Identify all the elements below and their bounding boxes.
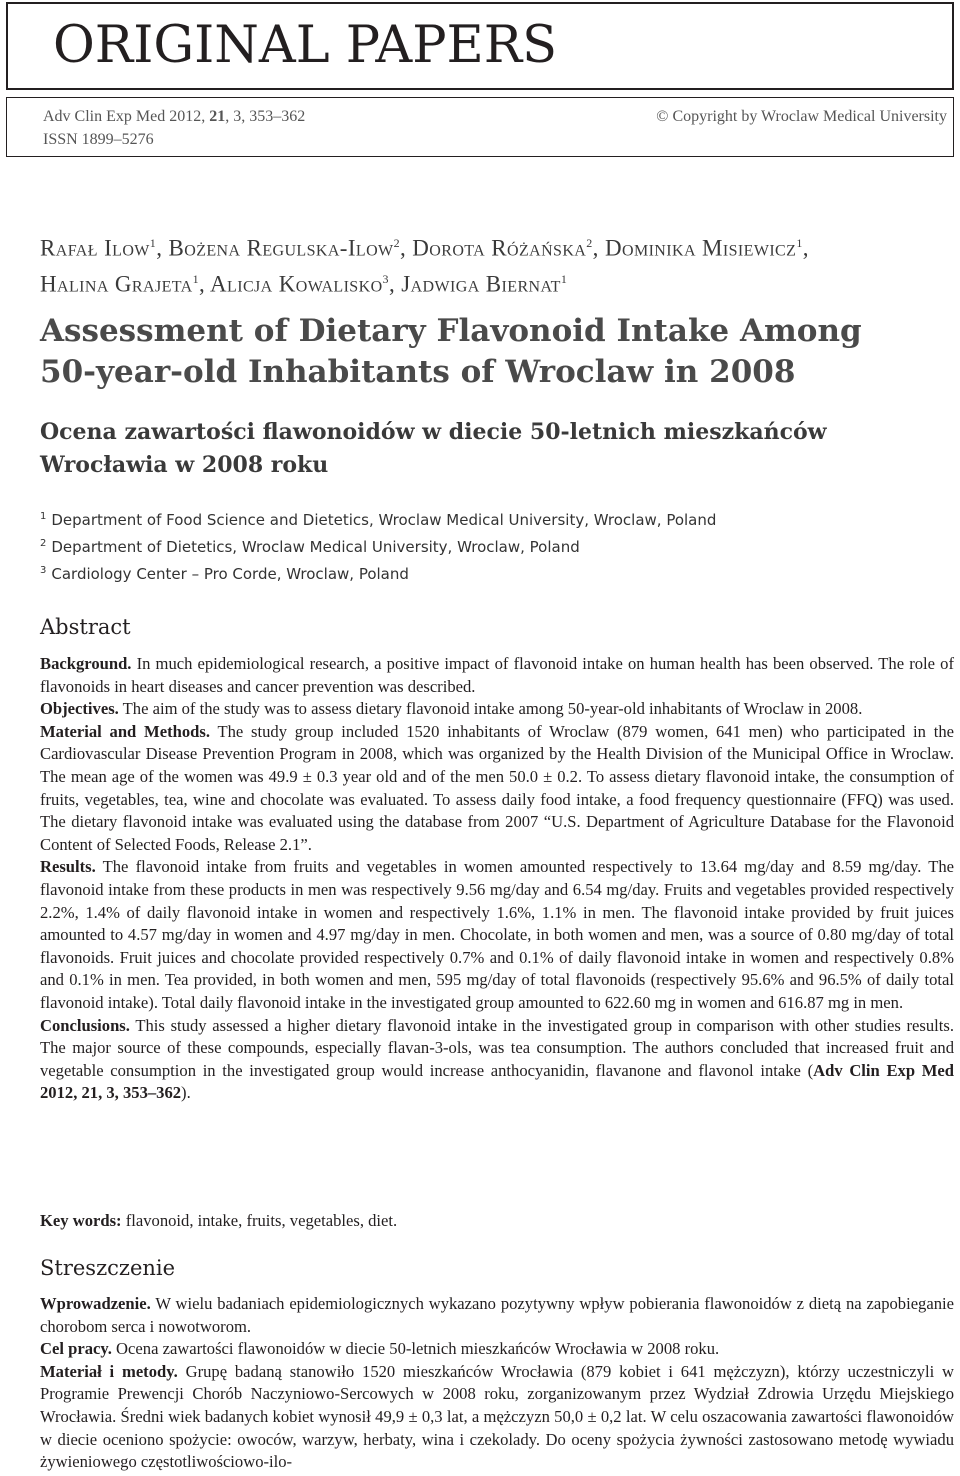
author-affiliation-mark: 1 (560, 271, 568, 286)
abstract-results (40, 856, 954, 1014)
abstract-objectives (40, 698, 954, 721)
author: Dorota Różańska (412, 235, 587, 261)
conclusions-label: Conclusions. (40, 1015, 130, 1035)
author-affiliation-mark: 2 (586, 236, 593, 250)
affiliation-text: Department of Dietetics, Wroclaw Medical University, Wroclaw, Poland (51, 538, 580, 556)
background-text: In much epidemiological research, a positive impact of flavonoid intake on human health has been observed. The role of flavonoids in heart diseases and cancer prevention was described. (40, 654, 954, 696)
affiliation-number: 1 (40, 511, 47, 522)
issn: ISSN 1899–5276 (43, 131, 154, 148)
abstract-background (40, 653, 954, 698)
methods-label: Material and Methods. (40, 721, 210, 741)
material-label: Materiał i metody. (40, 1361, 178, 1381)
streszczenie-wprowadzenie (40, 1293, 954, 1338)
author: Halina Grajeta (40, 271, 193, 297)
copyright: © Copyright by Wroclaw Medical University (656, 108, 947, 125)
affiliation-item (40, 505, 940, 532)
conclusions-citation: Adv Clin Exp Med 2012, 21, 3, 353–362 (40, 1060, 954, 1103)
title-pl-line-1: Ocena zawartości flawonoidów w diecie 50-letnich mieszkańców (40, 419, 827, 445)
keywords-label: Key words: (40, 1211, 122, 1230)
keywords-text: flavonoid, intake, fruits, vegetables, diet. (121, 1211, 398, 1230)
material-text: Grupę badaną stanowiło 1520 mieszkańców Wrocławia (879 kobiet i 641 mężczyzn), którzy uczestniczyli w Programie Prewencji Chorób Naczyniowo-Sercowych w 2008 roku, zorganizowanym przez Wydział Zdrowia Urzędu Miejskiego Wrocławia. Średni wiek badanych kobiet wynosił 49,9 ± 0,3 lat, a mężczyzn 50,0 ± 0,2 lat. W celu oszacowania zawartości flawonoidów w diecie oceniono spożycie: owoców, warzyw, herbaty, wina i czekolady. Do oceny spożycia żywności zastosowano metodę wywiadu żywieniowego częstotliwościowo-ilo- (40, 1361, 954, 1472)
background-label: Background. (40, 654, 132, 673)
citation-line (43, 106, 305, 128)
wprowadzenie-label: Wprowadzenie. (40, 1294, 151, 1313)
affiliations (40, 505, 940, 586)
author: Bożena Regulska-Ilow (168, 235, 394, 261)
author: Alicja Kowalisko (210, 271, 383, 297)
article-title-polish (40, 416, 940, 482)
title-en-line-1: Assessment of Dietary Flavonoid Intake Among (40, 313, 862, 349)
affiliation-item (40, 532, 940, 559)
author-affiliation-mark: 1 (796, 236, 803, 250)
affiliation-text: Department of Food Science and Dietetics, Wroclaw Medical University, Wroclaw, Poland (51, 511, 717, 529)
citation-volume: 21 (209, 108, 226, 125)
affiliation-text: Cardiology Center – Pro Corde, Wroclaw, Poland (51, 565, 409, 583)
streszczenie-cel (40, 1338, 954, 1361)
affiliation-number: 2 (40, 538, 47, 549)
objectives-label: Objectives. (40, 699, 119, 719)
abstract-heading: Abstract (40, 615, 131, 639)
streszczenie-heading: Streszczenie (40, 1256, 176, 1280)
citation-suffix: , 3, 353–362 (225, 108, 306, 125)
citation-prefix: Adv Clin Exp Med 2012, (43, 108, 210, 125)
streszczenie-body (40, 1293, 954, 1474)
affiliation-number: 3 (40, 565, 47, 576)
author-list: Rafał Ilow$^1$, Bożena Regulska-Ilow$^2$, Dorota Różańska$^2$, Dominika Misiewicz$^1$, Halina Grajeta$^1$, Alicja Kowalisko$^3$, Jadwiga Biernat$^1$ (40, 235, 809, 297)
wprowadzenie-text: W wielu badaniach epidemiologicznych wykazano pozytywny wpływ pobierania flawonoidów z dietą na zapobieganie chorobom serca i nowotworom. (40, 1294, 954, 1336)
title-en-line-2: 50-year-old Inhabitants of Wroclaw in 2008 (40, 354, 796, 390)
citation-box (6, 97, 954, 157)
streszczenie-material (40, 1361, 954, 1474)
author-affiliation-mark: 1 (149, 236, 157, 250)
article-title-english (40, 311, 940, 393)
author-affiliation-mark: 3 (382, 271, 389, 286)
abstract-conclusions (40, 1015, 954, 1105)
author-affiliation-mark: 2 (393, 236, 400, 250)
author: Jadwiga Biernat (401, 271, 561, 297)
title-pl-line-2: Wrocławia w 2008 roku (40, 452, 329, 478)
affiliation-item (40, 559, 940, 586)
author: Dominika Misiewicz (604, 235, 797, 261)
abstract-body (40, 653, 954, 1105)
results-text: The flavonoid intake from fruits and vegetables in women amounted respectively to 13.64 mg/day and 8.59 mg/day. The flavonoid intake from these products in men was respectively 9.56 mg/day and 6.54 mg/day. Fruits and vegetables provided respectively 2.2%, 1.4% of daily flavonoid intake in women and respectively 1.6%, 1.1% in men. The flavonoid intake provided by fruit juices amounted to 4.57 mg/day in women and 4.97 mg/day in men. Chocolate, in both women and men, was a source of 0.80 mg/day of total flavonoids. Fruit juices and chocolate provided respectively 0.7% and 0.1% of daily flavonoid intake in women and respectively 0.8% and 0.1% in men. Tea provided, in both women and men, 595 mg/day of total flavonoids (respectively 95.6% and 96.5% of daily total flavonoid intake). Total daily flavonoid intake in the investigated group amounted to 622.60 mg in women and 616.87 mg in men. (40, 857, 954, 1012)
cel-label: Cel pracy. (40, 1339, 112, 1359)
conclusions-text: This study assessed a higher dietary flavonoid intake in the investigated group in comparison with other studies results. The major source of these compounds, especially flavan-3-ols, was tea consumption. The authors concluded that increased fruit and vegetable consumption in the investigated group would increase anthocyanidin, flavanone and flavonol intake ( (40, 1015, 954, 1080)
journal-header-box (6, 2, 954, 90)
author-affiliation-mark: 1 (192, 271, 200, 286)
results-label: Results. (40, 857, 96, 877)
abstract-methods (40, 721, 954, 857)
author: Rafał Ilow (40, 235, 150, 261)
keywords (40, 1210, 397, 1233)
journal-section-title: ORIGINAL PAPERS (53, 16, 558, 75)
methods-text: The study group included 1520 inhabitants of Wroclaw (879 women, 641 men) who participated in the Cardiovascular Disease Prevention Program in 2008, which was organized by the Health Division of the Municipal Office in Wroclaw. The mean age of the women was 49.9 ± 0.3 year old and of the men 50.0 ± 0.2. To assess dietary flavonoid intake, the consumption of fruits, vegetables, tea, wine and chocolate was evaluated. To assess daily food intake, a food frequency questionnaire (FFQ) was used. The dietary flavonoid intake was evaluated using the database from 2007 “U.S. Department of Agriculture Database for the Flavonoid Content of Selected Foods, Release 2.1”. (40, 721, 954, 854)
cel-text: Ocena zawartości flawonoidów w diecie 50-letnich mieszkańców Wrocławia w 2008 roku. (111, 1339, 720, 1359)
objectives-text: The aim of the study was to assess dietary flavonoid intake among 50-year-old inhabitants of Wroclaw in 2008. (118, 699, 863, 719)
conclusions-end: ). (181, 1083, 191, 1103)
